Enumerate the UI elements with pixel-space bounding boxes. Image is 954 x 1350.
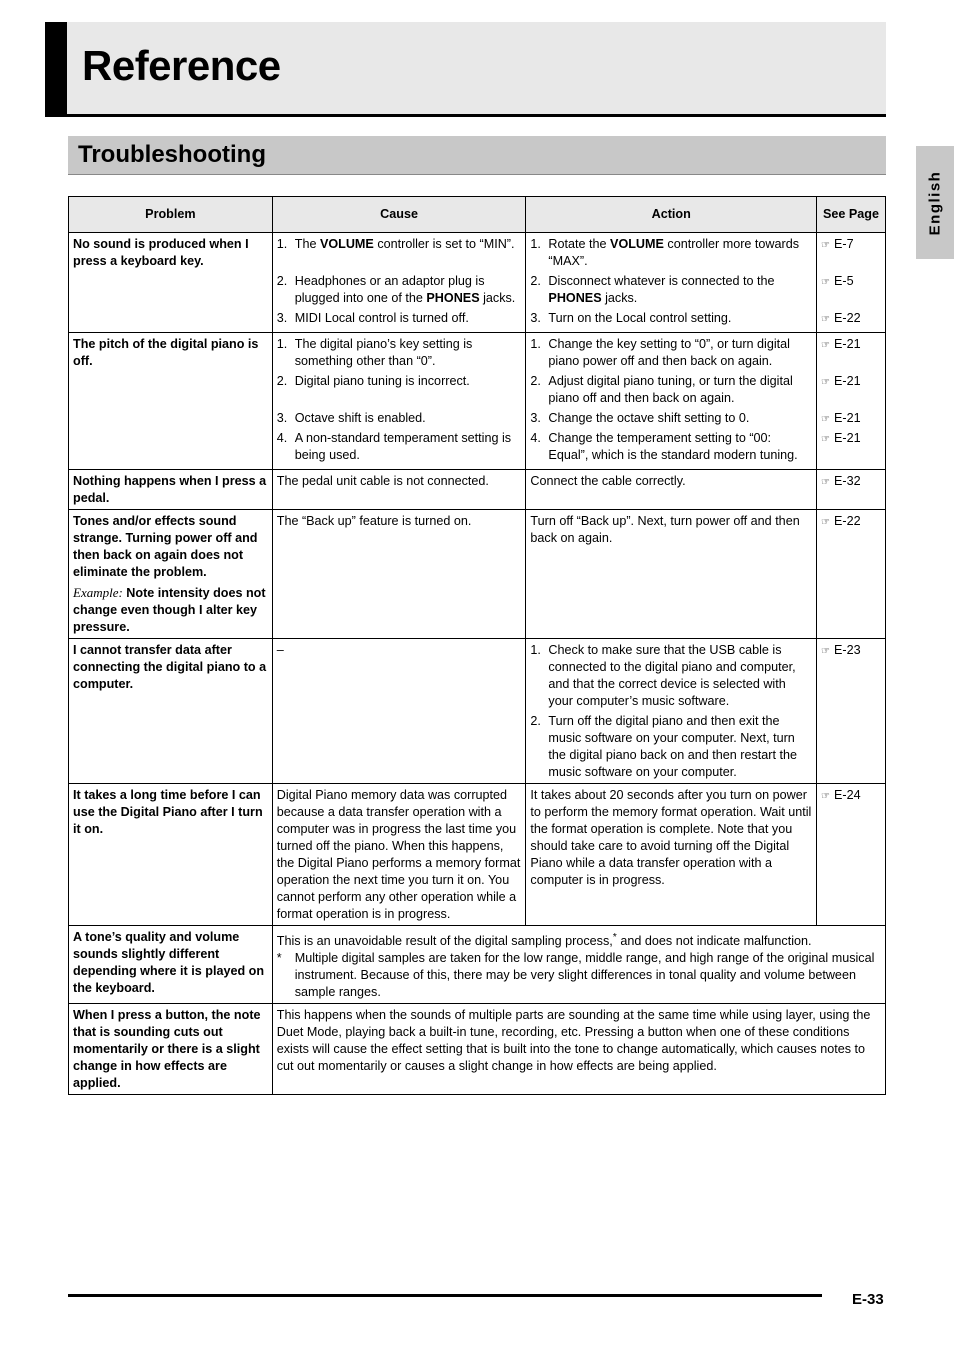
page-reference [821,336,881,370]
table-row [69,470,886,510]
table-row [69,1004,886,1095]
action-cell [526,233,817,333]
item-text: Adjust digital piano tuning, or turn the digital piano off and then back on again. [548,374,793,405]
item-number: 1. [530,643,541,657]
action-cell [526,639,817,784]
problem-cell [69,639,273,784]
see-page-cell [817,333,886,470]
page-reference-label: E-24 [833,788,861,802]
page-reference-label: E-22 [833,514,861,528]
item-text: The VOLUME controller is set to “MIN”. [294,237,515,251]
item-number: 3. [276,311,288,325]
problem-text: Tones and/or effects sound strange. Turning power off and then back on again does not eliminate the problem. [73,514,258,579]
action-cell: Turn off “Back up”. Next, turn power off and then back on again. [526,510,817,639]
see-page-cell [817,639,886,784]
item-text: Disconnect whatever is connected to the PHONES jacks. [548,274,775,305]
page-reference [821,236,881,270]
footnote-marker: * [612,931,617,943]
pointing-hand-icon: ☞ [821,434,830,445]
explanation-text: This happens when the sounds of multiple parts are sounding at the same time while using layer, using the Duet Mode, playing back a built-in tune, recording, etc. Pressing a button when one of these conditions exists will cause the effect setting that is built into the tone to change automatically, which causes notes to cut out momentarily or causes a slight change in how effects are being applied. [276,1008,871,1074]
problem-cell [69,470,273,510]
page-reference [821,513,881,531]
action-item [530,430,812,464]
header-problem: Problem [69,197,273,233]
page-reference [821,373,881,407]
action-cell [526,333,817,470]
page-reference [821,310,881,327]
cause-cell: – [272,639,526,784]
emphasis-text: VOLUME [319,237,374,251]
item-text: MIDI Local control is turned off. [294,311,469,325]
item-number: 3. [530,311,541,325]
item-number: 2. [276,274,288,288]
action-item [530,236,812,270]
chapter-header [45,22,886,117]
table-row [69,639,886,784]
page-reference [821,473,881,491]
cause-cell [272,233,526,333]
page-reference-label: E-21 [833,431,861,445]
pointing-hand-icon: ☞ [821,240,830,251]
action-cell: It takes about 20 seconds after you turn on power to perform the memory format operation. Wait until the format operation is complete. Note that you should take care to avoid turning off the Digital Piano while a data transfer operation with a computer is in progress. [526,784,817,926]
item-number: 1. [530,237,541,251]
problem-cell [69,784,273,926]
pointing-hand-icon: ☞ [821,517,830,528]
item-number: 1. [276,337,288,351]
item-number: 4. [276,431,288,445]
pointing-hand-icon: ☞ [821,377,830,388]
see-page-cell [817,510,886,639]
action-item [530,336,812,370]
table-row [69,233,886,333]
item-number: 2. [530,274,541,288]
cause-cell: The pedal unit cable is not connected. [272,470,526,510]
problem-text: No sound is produced when I press a keyboard key. [73,237,249,268]
header-action: Action [526,197,817,233]
see-page-cell [817,233,886,333]
action-item [530,410,812,427]
explanation-cell [272,926,885,1004]
emphasis-text: PHONES [548,291,602,305]
item-text: Turn on the Local control setting. [548,311,732,325]
pointing-hand-icon: ☞ [821,314,830,325]
item-text: Check to make sure that the USB cable is connected to the digital piano and computer, and that the correct device is selected with your computer’s music software. [548,643,796,708]
item-number: 1. [276,237,288,251]
problem-cell [69,233,273,333]
problem-cell [69,510,273,639]
page-reference [821,273,881,307]
item-text: A non-standard temperament setting is being used. [294,431,512,462]
page-reference-label: E-21 [833,374,861,388]
section-title: Troubleshooting [78,141,266,168]
cause-item [277,310,522,327]
pointing-hand-icon: ☞ [821,791,830,802]
item-text: The digital piano’s key setting is something other than “0”. [294,337,473,368]
cause-item [277,410,522,427]
page-reference-label: E-21 [833,411,861,425]
example-label: Example: [73,585,123,600]
cause-cell: Digital Piano memory data was corrupted because a data transfer operation with a computer was in progress the last time you turned off the piano. When this happens, the Digital Piano performs a memory format operation the next time you turn it on. You cannot perform any other operation while a format operation is in progress. [272,784,526,926]
pointing-hand-icon: ☞ [821,414,830,425]
page-reference [821,787,881,805]
problem-cell [69,926,273,1004]
page-reference-label: E-5 [833,274,854,288]
page-number: E-33 [852,1291,884,1308]
item-text: Change the octave shift setting to 0. [548,411,750,425]
problem-example [73,584,268,636]
see-page-cell [817,784,886,926]
action-item [530,373,812,407]
cause-item [277,430,522,464]
pointing-hand-icon: ☞ [821,646,830,657]
item-text: Multiple digital samples are taken for the low range, middle range, and high range of the original musical instrument. Because of this, there may be very slight differences in tonal quality and volume between sample ranges. [294,951,875,1000]
item-text: Digital piano tuning is incorrect. [294,374,470,388]
item-text: Change the key setting to “0”, or turn digital piano power off and then back on again. [548,337,790,368]
emphasis-text: PHONES [426,291,480,305]
item-number: 2. [530,714,541,728]
header-see-page: See Page [817,197,886,233]
item-text: Octave shift is enabled. [294,411,426,425]
explanation-cell [272,1004,885,1095]
action-item [530,642,812,710]
action-cell: Connect the cable correctly. [526,470,817,510]
item-number: 2. [530,374,541,388]
item-number: 4. [530,431,541,445]
item-text: Turn off the digital piano and then exit the music software on your computer. Next, turn the digital piano back on and then restart the music software on your computer. [548,714,797,779]
explanation-text: This is an unavoidable result of the digital sampling process,* and does not indicate malfunction. [276,931,812,949]
item-number: 3. [276,411,288,425]
see-page-cell [817,470,886,510]
page-reference-label: E-7 [833,237,854,251]
cause-item [277,336,522,370]
page-reference [821,410,881,427]
table-row [69,784,886,926]
section-header [68,136,886,175]
cause-cell: The “Back up” feature is turned on. [272,510,526,639]
item-number: 1. [530,337,541,351]
footer-rule [68,1294,822,1297]
action-item [530,310,812,327]
item-text: Headphones or an adaptor plug is plugged into one of the PHONES jacks. [294,274,516,305]
item-text: Change the temperament setting to “00: Equal”, which is the standard modern tuning. [548,431,798,462]
problem-text: It takes a long time before I can use the Digital Piano after I turn it on. [73,788,263,836]
page-reference [821,430,881,464]
action-item [530,273,812,307]
troubleshooting-table [68,196,886,1095]
item-number: 2. [276,374,288,388]
pointing-hand-icon: ☞ [821,477,830,488]
item-number: * [276,951,282,966]
cause-item [277,236,522,270]
chapter-title: Reference [82,42,281,89]
pointing-hand-icon: ☞ [821,340,830,351]
emphasis-text: VOLUME [610,237,664,251]
table-row [69,333,886,470]
problem-text: A tone’s quality and volume sounds slightly different depending where it is played on the keyboard. [73,930,265,995]
table-row [69,510,886,639]
table-header-row [69,197,886,233]
problem-cell [69,333,273,470]
language-tab [916,146,954,259]
cause-item [277,373,522,407]
page-reference [821,642,881,660]
pointing-hand-icon: ☞ [821,277,830,288]
page-reference-label: E-21 [833,337,861,351]
problem-text: Nothing happens when I press a pedal. [73,474,267,505]
page-reference-label: E-32 [833,474,861,488]
page-reference-label: E-23 [833,643,861,657]
action-item [530,713,812,781]
table-row [69,926,886,1004]
cause-cell [272,333,526,470]
language-tab-label: English [926,170,944,235]
chapter-header-bar [45,22,67,114]
example-text: Note intensity does not change even though I alter key pressure. [73,586,266,634]
header-cause: Cause [272,197,526,233]
cause-item [277,273,522,307]
problem-text: When I press a button, the note that is sounding cuts out momentarily or there is a slight change in how effects are applied. [73,1008,261,1091]
problem-text: I cannot transfer data after connecting the digital piano to a computer. [73,643,267,691]
item-text: Rotate the VOLUME controller more towards “MAX”. [548,237,800,268]
problem-text: The pitch of the digital piano is off. [73,337,259,368]
problem-cell [69,1004,273,1095]
footnote [277,950,881,1001]
item-number: 3. [530,411,541,425]
page-reference-label: E-22 [833,311,861,325]
